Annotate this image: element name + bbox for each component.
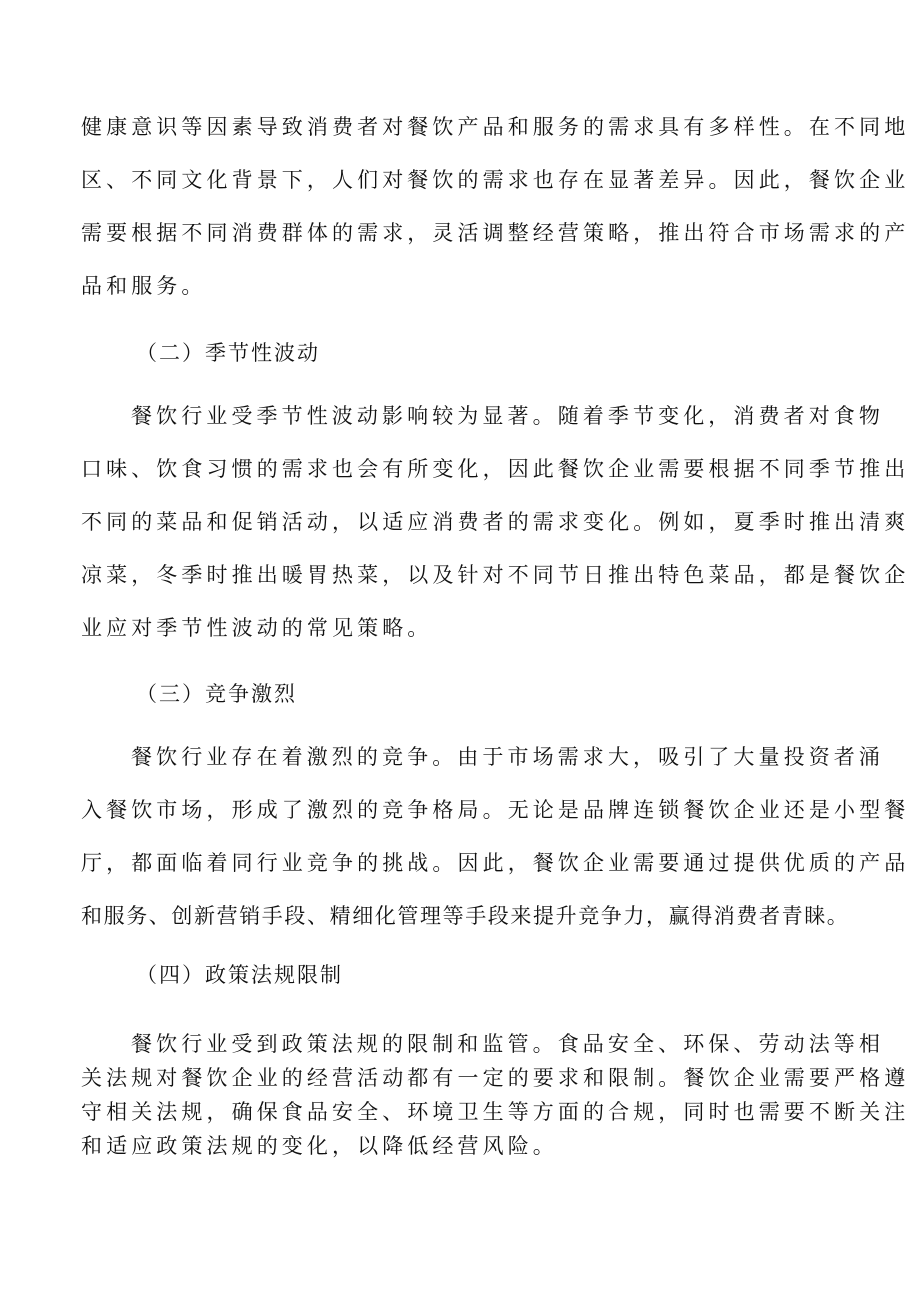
paragraph-line: 不同的菜品和促销活动，以适应消费者的需求变化。例如，夏季时推出清爽 xyxy=(81,510,910,534)
paragraph-line: 守相关法规，确保食品安全、环境卫生等方面的合规，同时也需要不断关注 xyxy=(81,1100,910,1124)
paragraph-line: 和适应政策法规的变化，以降低经营风险。 xyxy=(81,1134,558,1158)
paragraph-line: 区、不同文化背景下，人们对餐饮的需求也存在显著差异。因此，餐饮企业 xyxy=(81,168,910,192)
paragraph-line: 品和服务。 xyxy=(81,274,207,298)
paragraph-line: 健康意识等因素导致消费者对餐饮产品和服务的需求具有多样性。在不同地 xyxy=(81,115,910,139)
paragraph-line: 餐饮行业存在着激烈的竞争。由于市场需求大，吸引了大量投资者涌 xyxy=(131,745,884,769)
section-heading-seasonality: （二）季节性波动 xyxy=(136,341,320,365)
section-heading-regulations: （四）政策法规限制 xyxy=(136,963,343,987)
paragraph-line: 凉菜，冬季时推出暖胃热菜，以及针对不同节日推出特色菜品，都是餐饮企 xyxy=(81,563,910,587)
paragraph-line: 厅，都面临着同行业竞争的挑战。因此，餐饮企业需要通过提供优质的产品 xyxy=(81,851,910,875)
paragraph-line: 和服务、创新营销手段、精细化管理等手段来提升竞争力，赢得消费者青睐。 xyxy=(81,904,850,928)
paragraph-line: 餐饮行业受到政策法规的限制和监管。食品安全、环保、劳动法等相 xyxy=(131,1032,884,1056)
section-heading-competition: （三）竞争激烈 xyxy=(136,682,297,706)
paragraph-line: 业应对季节性波动的常见策略。 xyxy=(81,616,433,640)
paragraph-line: 口味、饮食习惯的需求也会有所变化，因此餐饮企业需要根据不同季节推出 xyxy=(81,457,910,481)
paragraph-line: 关法规对餐饮企业的经营活动都有一定的要求和限制。餐饮企业需要严格遵 xyxy=(81,1066,910,1090)
paragraph-line: 餐饮行业受季节性波动影响较为显著。随着季节变化，消费者对食物 xyxy=(131,404,884,428)
paragraph-line: 入餐饮市场，形成了激烈的竞争格局。无论是品牌连锁餐饮企业还是小型餐 xyxy=(81,798,910,822)
paragraph-line: 需要根据不同消费群体的需求，灵活调整经营策略，推出符合市场需求的产 xyxy=(81,221,910,245)
